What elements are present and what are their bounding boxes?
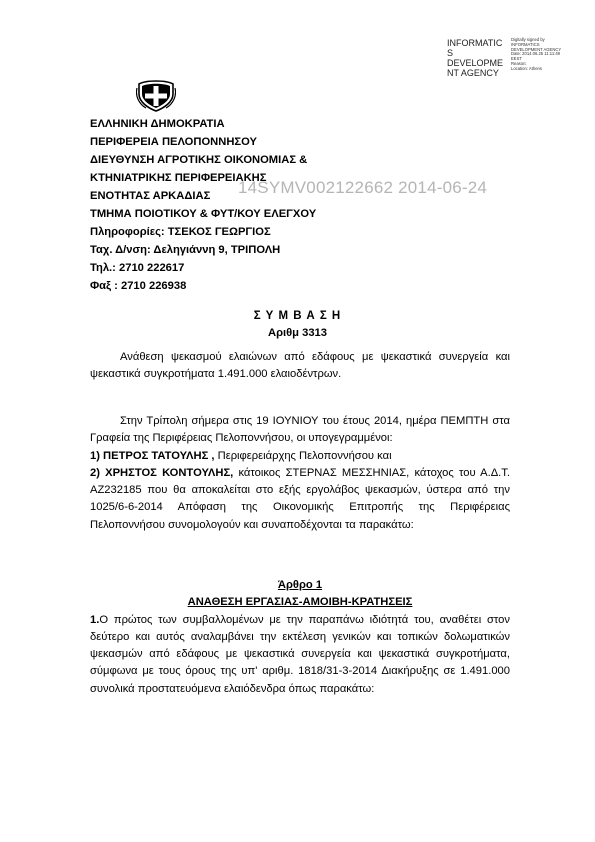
party-two-details: κάτοικος ΣΤΕΡΝΑΣ ΜΕΣΣΗΝΙΑΣ, κάτοχος του Α.Δ.Τ. ΑΖ232185 που θα αποκαλείται στο εξής εργολάβος ψεκασμών, ύστερα από την 1025/6-6-2014 Απόφαση της Οικονομικής Επιτροπής της Περιφέρειας Πελοποννήσου συνομολογούν και συναποδέχονται τα παρακάτω: bbox=[90, 466, 510, 531]
document-title: Σ Υ Μ Β Α Σ Η bbox=[253, 310, 342, 322]
signature-line: Reason: bbox=[511, 60, 527, 66]
header-line: Φαξ : 2710 226938 bbox=[90, 280, 187, 292]
header-line: ΔΙΕΥΘΥΝΣΗ ΑΓΡΟΤΙΚΗΣ ΟΙΚΟΝΟΜΙΑΣ & bbox=[90, 154, 308, 166]
intro-text: Ανάθεση ψεκασμού ελαιώνων από εδάφους με ψεκαστικά συνεργεία και ψεκαστικά συγκροτήματα 1.491.000 ελαιοδέντρων. bbox=[90, 351, 510, 381]
header-line: Τηλ.: 2710 222617 bbox=[90, 262, 185, 274]
clause-text: Ο πρώτος των συμβαλλομένων με την παραπάνω ιδιότητά του, αναθέτει στον δεύτερο και αυτός αναλαμβάνει την εκτέλεση γενικών και τοπικών δολωματικών ψεκασμών από εδάφους με ψεκαστικά συνεργεία και ψεκαστικά συγκροτήματα, σύμφωνα με τους όρους της υπ' αριθμ. 1818/31-3-2014 Διακήρυξης σε 1.491.000 συνολικά προστατευόμενα ελαιόδενδρα όπως παρακάτω: bbox=[90, 613, 510, 695]
party-one-role: Περιφερειάρχης Πελοποννήσου και bbox=[214, 449, 392, 462]
header-line: ΚΤΗΝΙΑΤΡΙΚΗΣ ΠΕΡΙΦΕΡΕΙΑΚΗΣ bbox=[90, 172, 267, 184]
signature-line: Date: 2014.06.25 11:11:49 bbox=[511, 51, 560, 57]
greek-emblem-icon bbox=[136, 80, 176, 112]
parties-paragraph bbox=[90, 413, 510, 534]
header-line: Πληροφορίες: ΤΣΕΚΟΣ ΓΕΩΡΓΙΟΣ bbox=[90, 226, 271, 238]
document-number: Αριθμ 3313 bbox=[268, 327, 327, 339]
header-line: ΠΕΡΙΦΕΡΕΙΑ ΠΕΛΟΠΟΝΝΗΣΟΥ bbox=[90, 136, 257, 148]
header-line: ΕΝΟΤΗΤΑΣ ΑΡΚΑΔΙΑΣ bbox=[90, 190, 211, 202]
intro-paragraph bbox=[90, 349, 510, 384]
header-line: ΤΜΗΜΑ ΠΟΙΟΤΙΚΟΥ & ΦΥΤ/ΚΟΥ ΕΛΕΓΧΟΥ bbox=[90, 208, 317, 220]
article-subheading: ΑΝΑΘΕΣΗ ΕΡΓΑΣΙΑΣ-ΑΜΟΙΒΗ-ΚΡΑΤΗΣΕΙΣ bbox=[187, 596, 413, 609]
header-line: ΕΛΛΗΝΙΚΗ ΔΗΜΟΚΡΑΤΙΑ bbox=[90, 118, 225, 130]
article-heading: Άρθρο 1 bbox=[277, 579, 323, 591]
signature-line: Location: Athens bbox=[511, 65, 542, 71]
parties-opening: Στην Τρίπολη σήμερα στις 19 ΙΟΥΝΙΟΥ του έτους 2014, ημέρα ΠΕΜΠΤΗ στα Γραφεία της Περιφέρειας Πελοποννήσου, οι υπογεγραμμένοι: bbox=[90, 415, 510, 445]
clause-number: 1. bbox=[90, 613, 100, 626]
party-two-name: 2) ΧΡΗΣΤΟΣ ΚΟΝΤΟΥΛΗΣ, bbox=[90, 466, 234, 479]
signature-line: INFORMATICS bbox=[511, 41, 540, 47]
ada-watermark: 14SYMV002122662 2014-06-24 bbox=[238, 178, 488, 197]
signature-line: DEVELOPMENT AGENCY bbox=[511, 46, 562, 52]
party-one bbox=[90, 448, 510, 465]
signature-details bbox=[511, 38, 591, 72]
header-line: Ταχ. Δ/νση: Δεληγιάννη 9, ΤΡΙΠΟΛΗ bbox=[90, 244, 281, 256]
article-clause-1 bbox=[90, 612, 510, 698]
signature-line: Digitally signed by bbox=[511, 37, 545, 42]
signature-organization: INFORMATIC S DEVELOPME NT AGENCY bbox=[447, 38, 504, 78]
party-two bbox=[90, 465, 510, 534]
article-1 bbox=[90, 577, 510, 698]
party-one-name: 1) ΠΕΤΡΟΣ ΤΑΤΟΥΛΗΣ , bbox=[90, 449, 215, 462]
signature-line: EEST bbox=[511, 56, 522, 62]
